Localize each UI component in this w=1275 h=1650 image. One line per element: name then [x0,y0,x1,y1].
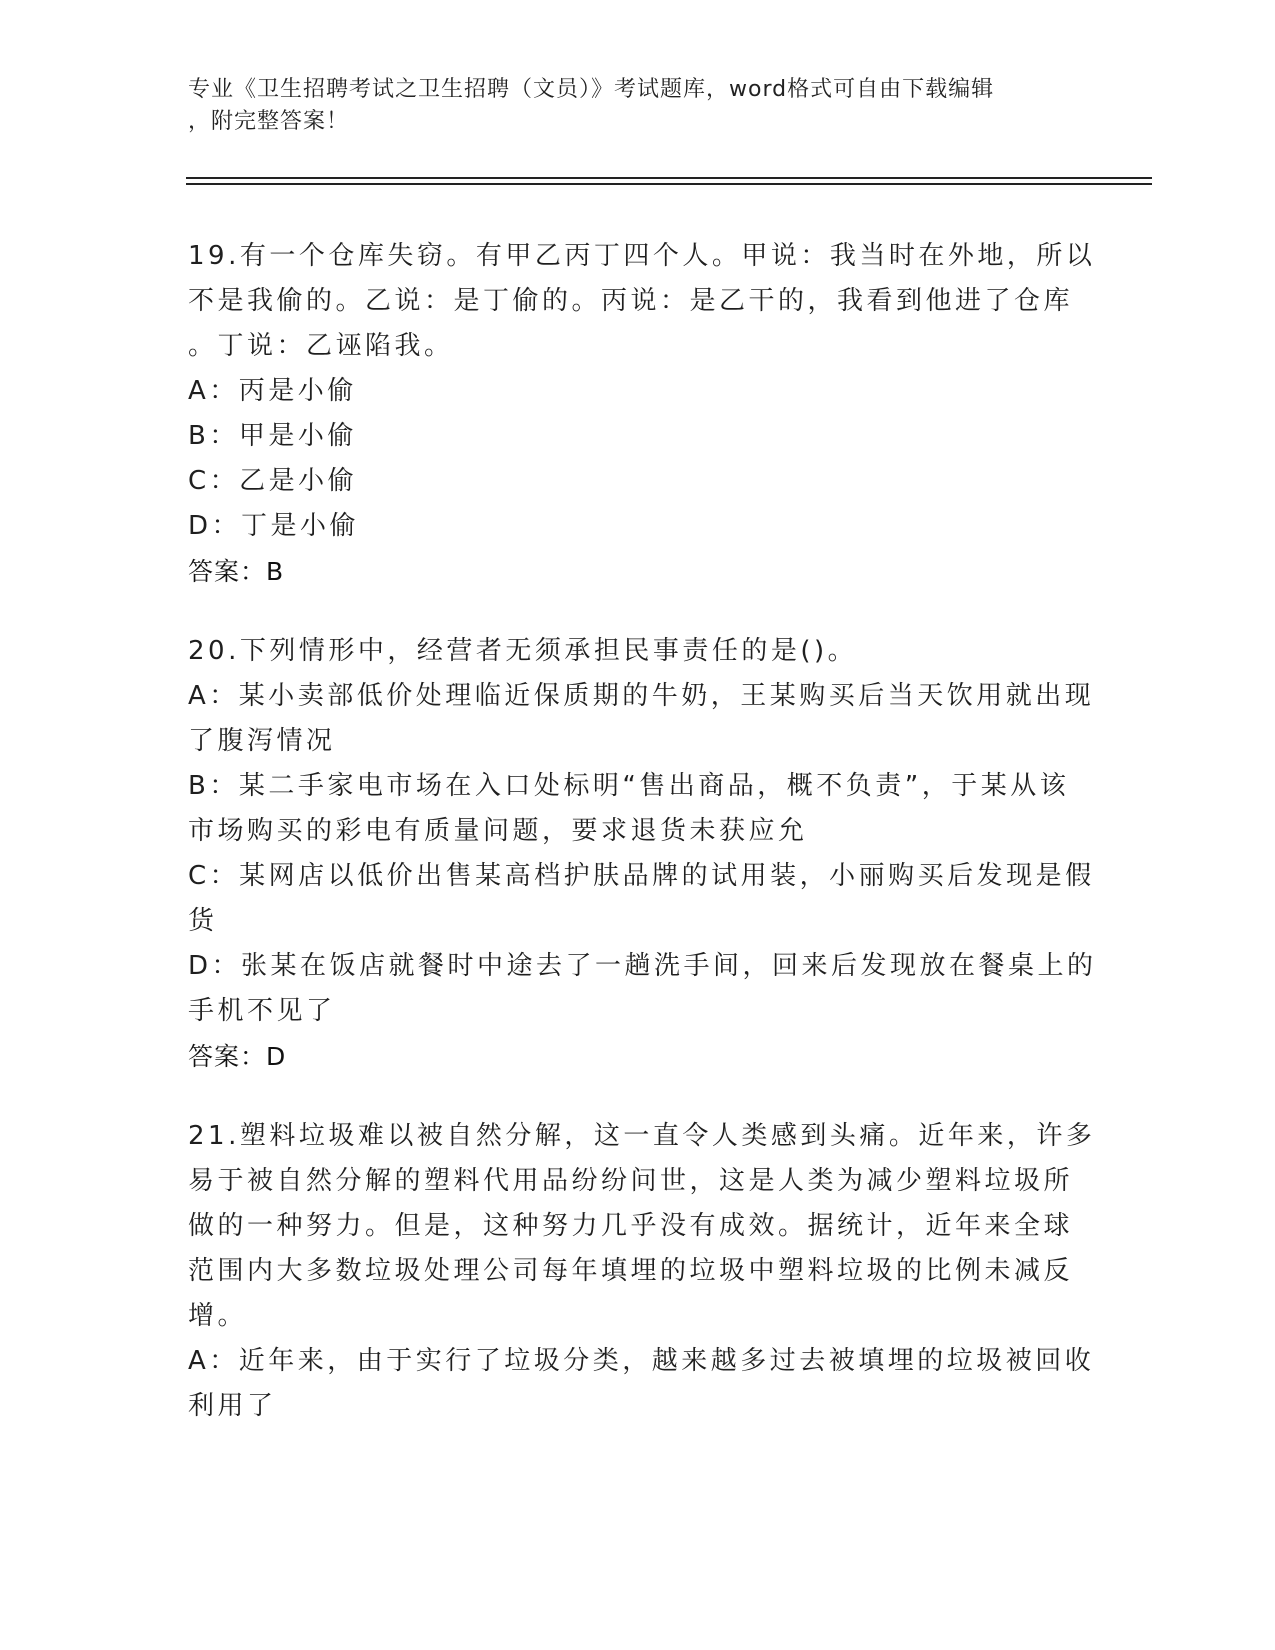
question-stem: 增。 [188,1301,248,1331]
page-header [188,74,1068,138]
question-stem: 范围内大多数垃圾处理公司每年填埋的垃圾中塑料垃圾的比例未减反 [188,1256,1074,1286]
option-b: B：某二手家电市场在入口处标明“售出商品，概不负责”，于某从该 [188,771,1070,801]
question-20 [188,629,1097,1080]
option-d: D：丁是小偷 [188,511,360,541]
option-a: A：某小卖部低价处理临近保质期的牛奶，王某购买后当天饮用就出现 [188,681,1095,711]
question-list [188,234,1097,1463]
question-stem: 19.有一个仓库失窃。有甲乙丙丁四个人。甲说：我当时在外地，所以 [188,241,1096,271]
option-c: C：某网店以低价出售某高档护肤品牌的试用装，小丽购买后发现是假 [188,861,1095,891]
header-divider [186,177,1152,179]
option-d-continued: 手机不见了 [188,996,336,1026]
header-divider [186,183,1152,185]
question-stem: 20.下列情形中，经营者无须承担民事责任的是()。 [188,636,858,666]
question-19 [188,234,1096,595]
question-21 [188,1114,1096,1429]
option-b-continued: 市场购买的彩电有质量问题，要求退货未获应允 [188,816,808,846]
option-a-continued: 了腹泻情况 [188,726,336,756]
question-stem: 。丁说：乙诬陷我。 [188,331,454,361]
answer: 答案：D [188,1042,287,1071]
option-b: B：甲是小偷 [188,421,357,451]
option-c: C：乙是小偷 [188,466,358,496]
answer: 答案：B [188,557,285,586]
question-stem: 21.塑料垃圾难以被自然分解，这一直令人类感到头痛。近年来，许多 [188,1121,1096,1151]
question-stem: 做的一种努力。但是，这种努力几乎没有成效。据统计，近年来全球 [188,1211,1074,1241]
question-stem: 不是我偷的。乙说：是丁偷的。丙说：是乙干的，我看到他进了仓库 [188,286,1074,316]
option-d: D：张某在饭店就餐时中途去了一趟洗手间，回来后发现放在餐桌上的 [188,951,1097,981]
option-a: A：丙是小偷 [188,376,357,406]
question-stem: 易于被自然分解的塑料代用品纷纷问世，这是人类为减少塑料垃圾所 [188,1166,1074,1196]
option-c-continued: 货 [188,906,218,936]
option-a: A：近年来，由于实行了垃圾分类，越来越多过去被填埋的垃圾被回收 [188,1346,1095,1376]
option-a-continued: 利用了 [188,1391,277,1421]
header-line: ，附完整答案！ [188,109,350,134]
header-line: 专业《卫生招聘考试之卫生招聘（文员）》考试题库，word格式可自由下载编辑 [188,77,995,102]
